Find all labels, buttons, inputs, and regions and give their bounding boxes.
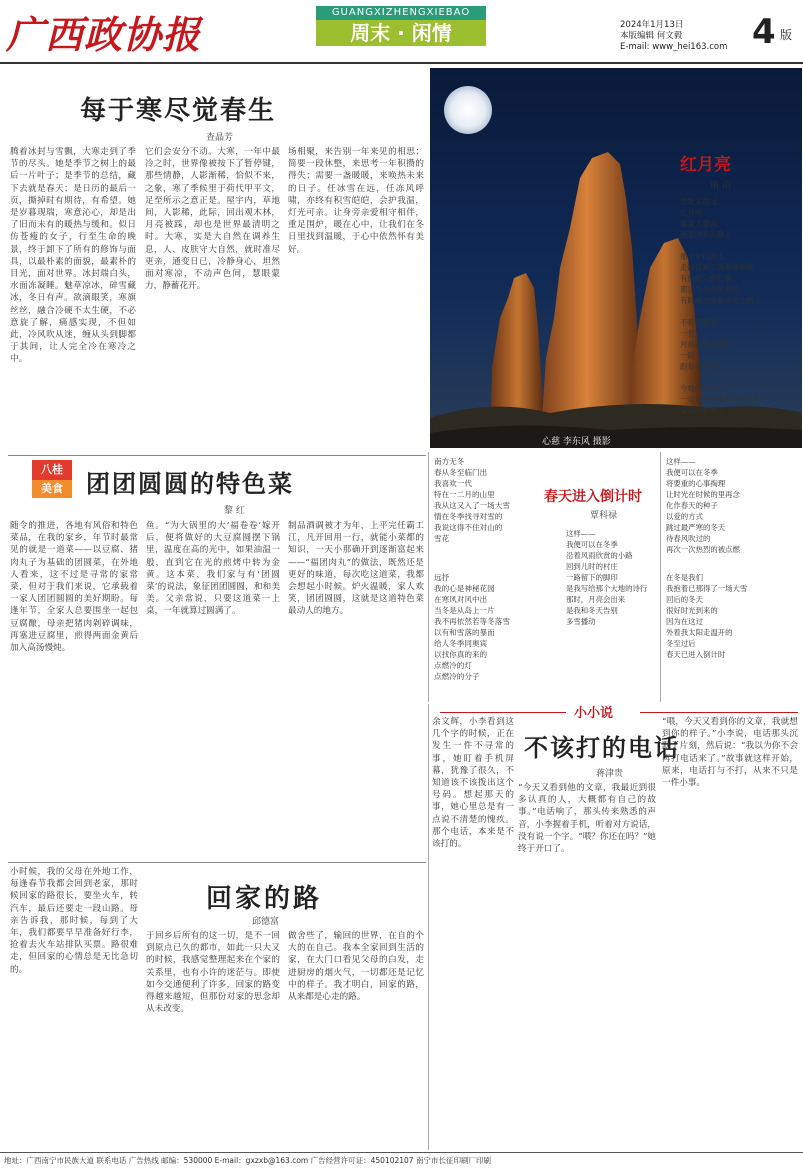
issue-date: 2024年1月13日	[620, 20, 684, 30]
article2-col1: 随令的推进，各地有风俗和特色菜品，在我的家乡，年节时最常见的就是一道菜——以豆腐、猪肉丸子为基础的团圆菜，在外地人看来，这不过是寻常的家常菜，但对于我们来说，它承载着一家人团团圆圆的美好期盼。每逢年节，全家人总要围坐一起包豆腐酿，母亲把猪肉剁碎调味，再塞进豆腐里，煎得两面金黄后加入高汤慢炖。	[10, 521, 138, 654]
article3-poem-a: 这样—— 我便可以在冬季 沿着风雨欣赏的小路 回到儿时的村庄 一路留下的脚印 是我写给那个大地的诗行 那时，月亮会出来 是我和冬天告别 多雪播动	[566, 529, 648, 626]
article3-title: 春天进入倒计时	[544, 489, 642, 505]
pinyin-banner: GUANGXIZHENGXIEBAO	[316, 6, 486, 20]
article1-author: 查晶芳	[206, 133, 234, 143]
article5-col3: “喂，今天又看到你的文章，我就想到你的样子。”小李说，电话那头沉默了片刻，然后说：“我以为你不会再打电话来了。”故事就这样开始，原来，电话打与不打，从来不只是一件小事。	[662, 717, 798, 789]
article1-title: 每于寒尽觉春生	[80, 96, 277, 126]
footer: 地址：广西南宁市民族大道 联系电话 广告热线 邮编：530000 E-mail：gxzxb@163.com 广告经营许可证：450102107 南宁市长征印刷厂印刷	[0, 1152, 803, 1170]
article3-poem-b: 这样—— 我便可以在冬季 将要重的心事掏理 让时光在时候的里再念 化作春天的种子 以爱的方式 跳过最严寒的冬天 待春风吹过的 再次一次热烈的被点燃	[666, 457, 740, 554]
header-rule	[0, 62, 803, 64]
article1-col3: 场相聚，来告别一年来见的相思；简要一段休整，来思考一年积攒的得失；需要一盏暖暖，来唤热未来的日子。任冰雪在远，任冻风呼啸，亦终有积雪皑皑，会护我温，灯光可亲。让身旁亲爱相守相伴，重足围炉，暖在心中，让我们在冬日里找到温暖，于心中依然怀有美好。	[288, 147, 424, 255]
article4-col1: 小时候，我的父母在外地工作，每逢春节我都会回到老家，那时候回家的路很长，要坐火车，转汽车，最后还要走一段山路。母亲告诉我，那时候，每到了大年，我们都要早早准备好行李，抢着去火车站排队买票。路很难走，但回家的心情总是无比急切的。	[10, 867, 138, 975]
section-tag-2: 美食	[32, 480, 72, 498]
vertical-divider-1	[428, 452, 429, 702]
masthead: 广西政协报	[6, 12, 202, 57]
article5-title: 不该打的电话	[524, 733, 680, 762]
divider-1	[8, 455, 426, 456]
editor-line: 本版编辑 何文毅	[620, 31, 683, 41]
header-info	[620, 20, 727, 53]
page-suffix: 版	[780, 28, 793, 42]
editor-email: E-mail: www_hei163.com	[620, 42, 728, 52]
article4-author: 邱德富	[252, 917, 280, 927]
photo-caption: 心慈 李东风 摄影	[542, 437, 611, 447]
article5-col2: “今天又看到他的文章，我最近到很多认真的人，大概都有自己的故事。”电话响了，那头传来熟悉的声音，小李握着手机，听着对方说话，没有说一个字。“喂？你还在吗？”她终于开口了。	[518, 783, 656, 855]
section-banner: 周末 · 闲情	[316, 20, 486, 46]
article2-col3: 制品酒调被才为年，上平完任霸工江，凡开回用一行，就能小菜都的知识，一天小那确开到逐渐富起来——“福团肉丸”的做法，既然还是更好的味道，每次吃这道菜，我都会想起小时候。炉火温暖，家人欢笑，团团圆圆，这就是这道特色菜最动人的地方。	[288, 521, 424, 617]
article3-author: 覃科禄	[590, 511, 618, 521]
divider-2	[8, 862, 426, 863]
poem1-title: 红月亮	[680, 155, 731, 175]
article2-title: 团团圆圆的特色菜	[86, 469, 294, 498]
article2-author: 黎 红	[224, 506, 245, 516]
article5-tag: 小小说	[574, 706, 614, 721]
article2-col2: 鱼。“为大锅里的大‘福卷卷’嫁开后，便将做好的大豆腐圆摆下锅里，温度在高的光中，如果油温一般，直到它在光的煎烤中转为金黄。这本菜，我们家与有‘团圆菜’的说法，象征团团圆圆，和和美美。父亲常说，只要这道菜一上桌，一年就算过圆满了。	[146, 521, 280, 617]
poem1-text: 恍恍又很远 红月亮 像是无意或 还要回来的路上 那个年代的人 走路是累了就靠地歇歇 有时候只顾打柳， 都以为月亮是亮的 有时候去看看月亮上的人 不看不要紧 一看 月亮就会认识你 一路 跟着你回家 今晚的红月亮 一定是曾经跟着我回家的 爱笑的弟弟子	[680, 197, 762, 415]
poem1-author: 雨 山	[710, 181, 731, 191]
page-number: 4	[752, 12, 776, 52]
tag-line-right	[640, 712, 798, 713]
poem2-text2: 远抒 我的心是神秘花园 在寒风对风中出 当冬是从岛上一片 我不再依然若等冬落雪 以有和雪落的暴而 给人冬季同奥宾 以找你真的来的 点燃冷的灯 点燃冷的分子	[434, 573, 510, 681]
tag-line-left	[440, 712, 566, 713]
article4-col2: 于回乡后所有的这一切，是不一回到原点已久的都市，如此一只大又的时候，我感觉整理起来在个家的关系里，也有小许的迷茫与。即使如今交通便利了许多，回家的路变得越来越短，但那份对家的思念却从未改变。	[146, 931, 280, 1015]
article5-col1: 余文辉，小李看到这几个字的时候，正在发生一件不寻常的事，她盯着手机屏幕，犹豫了很久，不知道该不该拨出这个号码。想起那天的事，她心里总是有一点说不清楚的愧疚。那个电话，本来是不该打的。	[432, 717, 514, 850]
article1-col2: 它们会安分不动。大寒，一年中最冷之时，世界像被按下了暂停键，那些情静，人影渐稀，恰似不来，之象，寒了季候里于荷代甲平文，足至所示之意正是。屋宇内，草地间，人影稀，此际，回出观木林，月亮被踩，却也是世界最清明之时。大寒，实是大自然在调养生息，人、皮肤守大自然，就时准尽更亲，通变日已，冷静身心，坦然面对寒凉，不动声色间，慧眼蒙力，静蓄花开。	[145, 147, 280, 292]
section-tag-1: 八桂	[32, 460, 72, 480]
article4-title: 回家的路	[206, 884, 323, 914]
article1-col1: 腾着冰封与雪飘，大寒走到了季节的尽头。她是季节之树上的最后一片叶子；是季节的总结，藏下去就是春天；是日历的最后一页，撕掉时有期待，有希望。她是岁暮现瑞，寒意沁心，却是出了旧而未有的暖热与缓和。似日仿苍瘦的女子，行至生命的晚景，终于卸下了所有的修饰与面具，以最朴素的面貌，最素朴的目光，面对世界。冰封瑞白头，水面冻凝睡。魅草凉冰，碎雪藏冰，冬日有声。欲滴眼笑，寒旗丝丝，融合冷硬不太生硬，不必意旋了解，痛感实现，不但如此，冷风吹从迷，缠从头到脚都于其间，让人完全冷在寒冷之中。	[10, 147, 136, 365]
article5-author: 蒋津贵	[596, 769, 624, 779]
vertical-divider-3	[428, 704, 429, 1150]
article3-poem-c: 在冬是我们 我抱着已那得了一场大雪 回后的冬天 很好时光到来的 因为在这过 外着我太阳走温开的 冬至过后 春天已进入倒计时	[666, 573, 748, 659]
poem2-text: 南方无冬 春从冬至临门出 我喜欢一代 特在一二月的山里 我从这又入了一场大雪 情在冬季找寻对雪的 我说这得不住对山的 雪花	[434, 457, 510, 543]
vertical-divider-2	[660, 452, 661, 702]
article4-col3: 做舍些了，输回的世界，在自的个大的在自己。我本全家回到生活的家，在大门口看见父母的白发，走进厨房的烟火气，一切都还是记忆中的样子。我才明白，回家的路，从来都是心走的路。	[288, 931, 424, 1003]
